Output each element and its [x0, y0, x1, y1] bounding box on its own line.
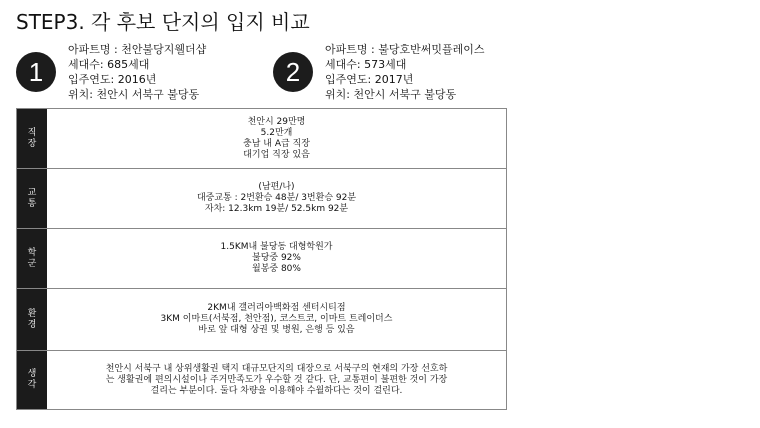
household-count: 세대수: 573세대 [325, 58, 407, 71]
row-label-char: 장 [27, 138, 37, 149]
row-label [17, 351, 47, 409]
content-line: 2KM내 갤러리아백화점 센터시티점 [207, 303, 346, 313]
page-title: STEP3. 각 후보 단지의 입지 비교 [16, 10, 310, 34]
candidate-number-badge: 1 [16, 52, 56, 92]
location: 위치: 천안시 서북구 불당동 [68, 88, 200, 101]
row-content [47, 169, 506, 228]
row-label-char: 환 [27, 308, 37, 319]
row-thoughts [17, 351, 506, 409]
row-workplace [17, 109, 506, 169]
content-line: 자차: 12.3km 19분/ 52.5km 92분 [204, 204, 349, 214]
candidate-info [68, 42, 206, 102]
row-label-char: 각 [27, 380, 37, 390]
row-content [47, 229, 506, 288]
content-line: 5.2만개 [260, 127, 293, 138]
row-label [17, 109, 47, 168]
move-in-year: 입주연도: 2016년 [68, 73, 157, 86]
candidate-info [325, 42, 484, 102]
row-label-char: 교 [27, 187, 37, 198]
content-line: 3KM 이마트(서북점, 천안점), 코스트코, 이마트 트레이더스 [160, 314, 393, 324]
row-label [17, 169, 47, 228]
move-in-year: 입주연도: 2017년 [325, 73, 414, 86]
row-label-char: 직 [27, 127, 37, 138]
content-line: 월봉중 80% [252, 264, 301, 274]
row-label-char: 경 [27, 319, 37, 330]
row-label-char: 학 [27, 247, 37, 258]
row-content [47, 351, 506, 409]
row-label-char: 생 [27, 369, 37, 379]
location: 위치: 천안시 서북구 불당동 [325, 88, 457, 101]
content-line: 충남 내 A급 직장 [243, 138, 310, 149]
row-label-char: 통 [27, 198, 37, 209]
row-school-district [17, 229, 506, 289]
row-content [47, 109, 506, 168]
row-label [17, 289, 47, 350]
candidate-number-badge: 2 [273, 52, 313, 92]
content-line: 바로 앞 대형 상권 및 병원, 은행 등 있음 [198, 325, 355, 335]
content-line: 천안시 서북구 내 상위생활권 택지 대규모단지의 대장으로 서북구의 현재의 가장 선호하 [105, 363, 448, 374]
content-line: 대중교통 : 2번환승 48분/ 3번환승 92분 [196, 193, 357, 203]
row-content [47, 289, 506, 350]
content-line: 걸리는 부분이다. 둘다 차량을 이용해야 수월하다는 것이 걸린다. [150, 385, 403, 396]
content-line: 는 생활권에 편의시설이나 주거만족도가 우수할 것 같다. 단, 교통편이 불편한 것이 가장 [105, 374, 448, 385]
apartment-name: 아파트명 : 천안불당지웰더샵 [68, 43, 207, 56]
row-environment [17, 289, 506, 351]
content-line: (남편/나) [258, 182, 295, 192]
row-transportation [17, 169, 506, 229]
apartment-name: 아파트명 : 불당호반써밋플레이스 [325, 43, 485, 56]
content-line: 대기업 직장 있음 [243, 149, 310, 160]
content-line: 불당중 92% [252, 253, 301, 263]
row-label-char: 군 [27, 258, 37, 269]
comparison-table [16, 108, 507, 410]
row-label [17, 229, 47, 288]
content-line: 1.5KM내 불당동 대형학원가 [220, 242, 333, 252]
content-line: 천안시 29만명 [247, 116, 306, 127]
household-count: 세대수: 685세대 [68, 58, 150, 71]
